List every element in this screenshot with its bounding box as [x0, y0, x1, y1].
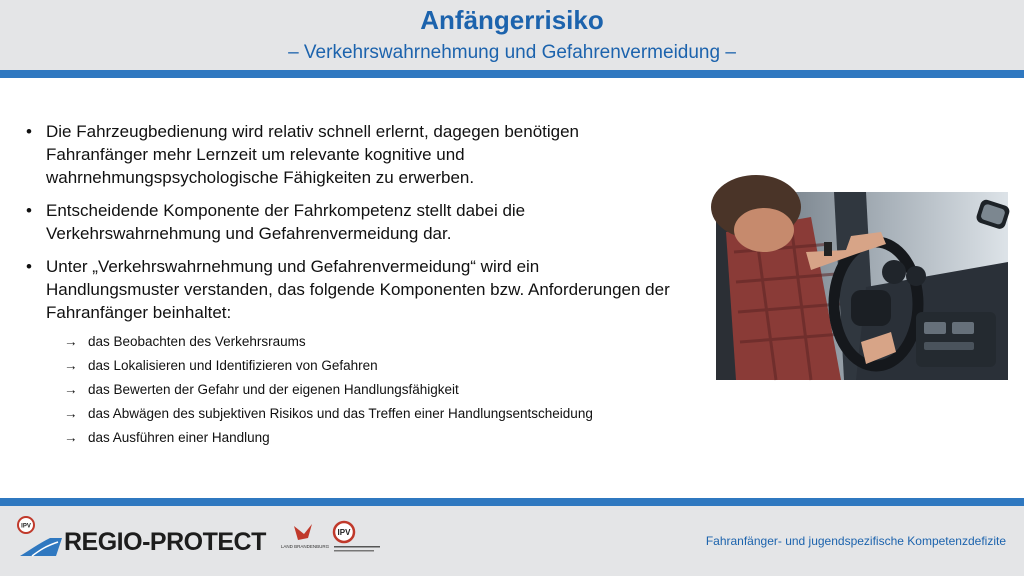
ipv-logo-text: IPV	[337, 528, 351, 537]
arrow-icon: →	[64, 406, 78, 421]
sub-item	[64, 430, 676, 446]
sub-item-text: das Ausführen einer Handlung	[88, 430, 270, 445]
sub-item-text: das Beobachten des Verkehrsraums	[88, 334, 306, 349]
arrow-icon: →	[64, 430, 78, 445]
bullet-icon: •	[26, 122, 32, 141]
bullet-text: Entscheidende Komponente der Fahrkompetenz stellt dabei die Verkehrswahrnehmung und Gefahrenvermeidung dar.	[46, 201, 526, 243]
driver-photo	[716, 192, 1008, 380]
slide-subtitle: – Verkehrswahrnehmung und Gefahrenvermeidung –	[288, 42, 736, 63]
bullet-text: Die Fahrzeugbedienung wird relativ schnell erlernt, dagegen benötigen Fahranfänger mehr Lernzeit um relevante kognitive und wahrnehmungspsychologische Fähigkeiten zu erwerben.	[46, 122, 580, 187]
ipv-logo	[332, 520, 384, 561]
arrow-icon: →	[64, 334, 78, 349]
arrow-icon: →	[64, 358, 78, 373]
sub-item-text: das Abwägen des subjektiven Risikos und das Treffen einer Handlungsentscheidung	[88, 406, 593, 421]
sub-item	[64, 358, 676, 374]
brand-name: REGIO-PROTECT	[64, 528, 266, 556]
ipv-badge-text: IPV	[21, 523, 31, 530]
land-brandenburg-logo	[280, 520, 330, 561]
footer-divider	[0, 498, 1024, 506]
bullet-text: Unter „Verkehrswahrnehmung und Gefahrenvermeidung“ wird ein Handlungsmuster verstanden, das folgende Komponenten bzw. Anforderungen der Fahranfänger beinhaltet:	[46, 257, 670, 322]
bullet-icon: •	[26, 257, 32, 276]
regio-protect-logo	[16, 516, 66, 565]
sub-item	[64, 382, 676, 398]
header-divider	[0, 70, 1024, 78]
slide-title: Anfängerrisiko	[420, 5, 604, 35]
sub-item	[64, 334, 676, 350]
arrow-icon: →	[64, 382, 78, 397]
footer-caption: Fahranfänger- und jugendspezifische Kompetenzdefizite	[705, 534, 1006, 548]
bullet-item	[26, 120, 676, 189]
sub-item-text: das Lokalisieren und Identifizieren von Gefahren	[88, 358, 378, 373]
bullet-icon: •	[26, 201, 32, 220]
content-area	[26, 120, 676, 454]
bullet-item	[26, 199, 676, 245]
sub-list	[26, 334, 676, 446]
sub-item	[64, 406, 676, 422]
bullet-item	[26, 255, 676, 324]
land-logo-text: LAND BRANDENBURG	[280, 544, 330, 549]
sub-item-text: das Bewerten der Gefahr und der eigenen Handlungsfähigkeit	[88, 382, 459, 397]
